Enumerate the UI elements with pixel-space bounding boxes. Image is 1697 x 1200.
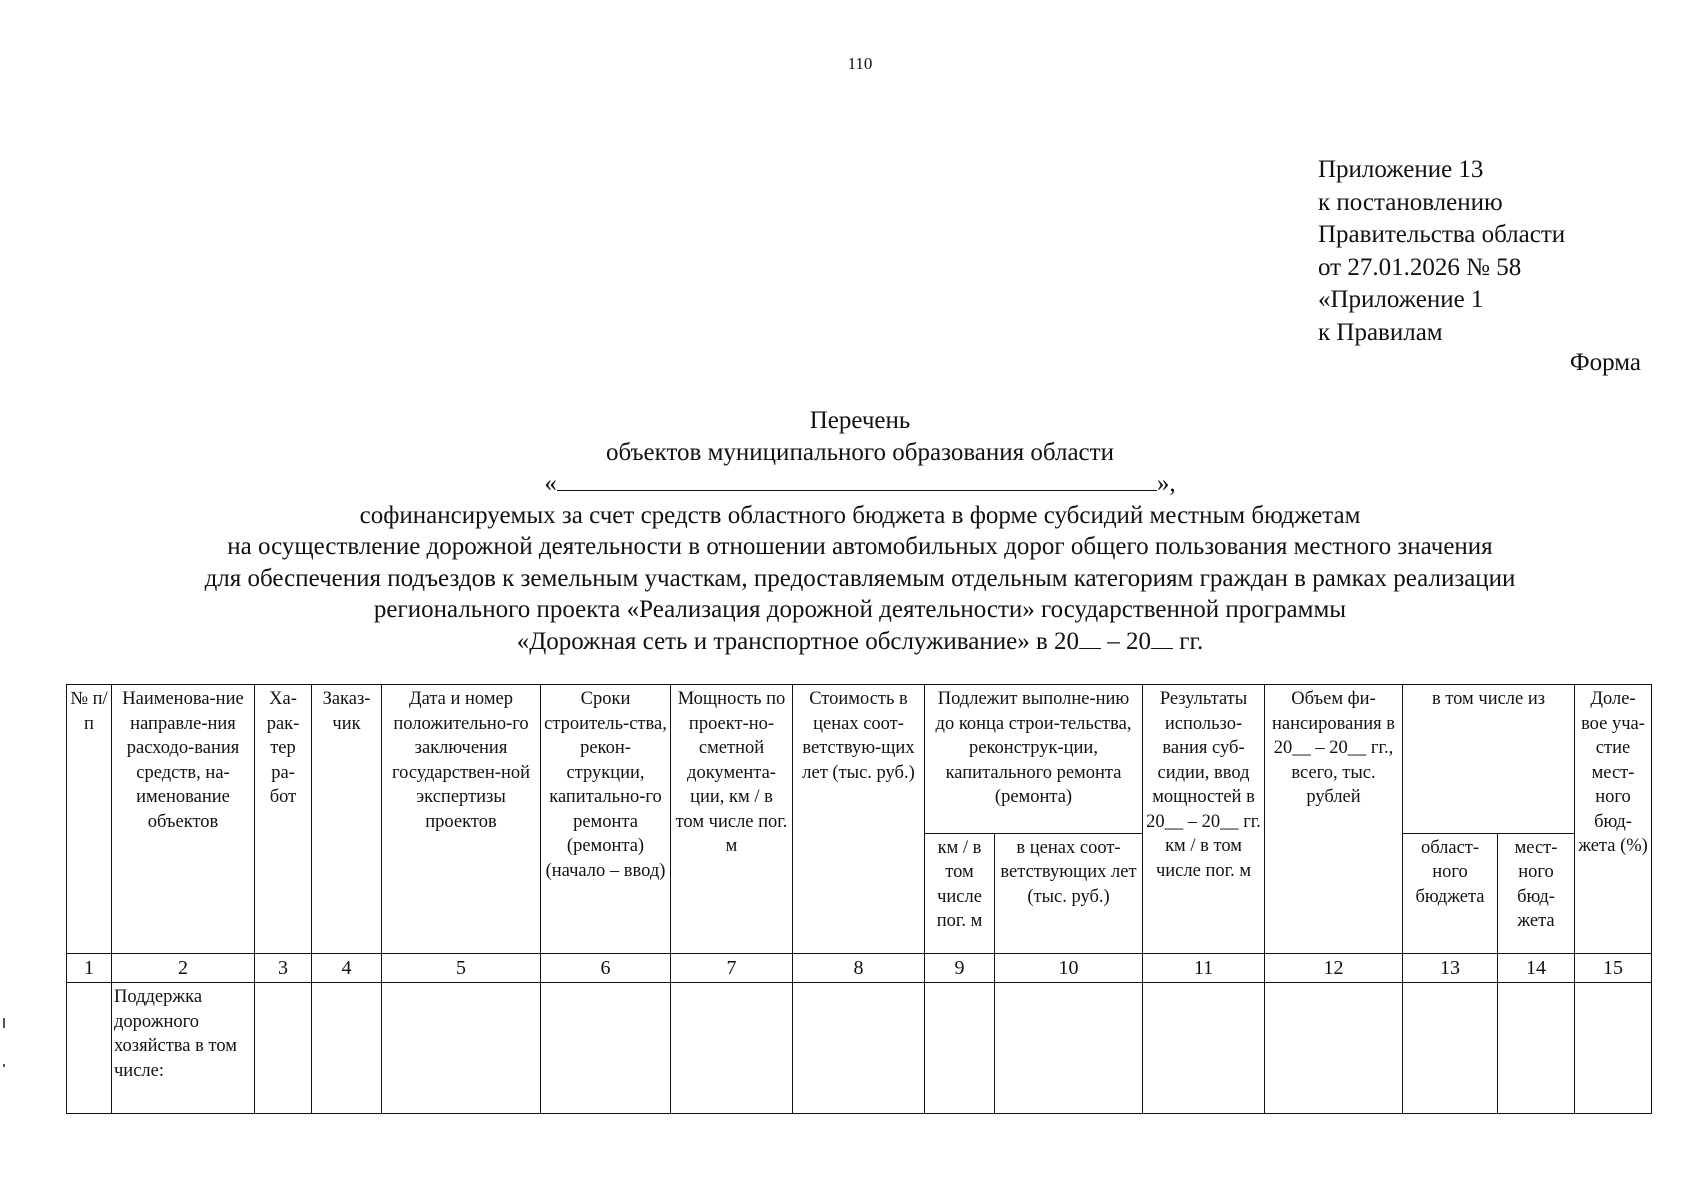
column-number: 14 bbox=[1498, 954, 1575, 983]
appendix-line: к постановлению bbox=[1318, 188, 1503, 216]
appendix-line: от 27.01.2026 № 58 bbox=[1318, 253, 1522, 281]
appendix-line: «Приложение 1 bbox=[1318, 286, 1484, 313]
column-number: 12 bbox=[1265, 954, 1403, 983]
header-cell-capacity: Мощность по проект-но-сметной документа-ции, км / в том числе пог. м bbox=[671, 685, 793, 954]
header-cell-km: км / в том числе пог. м bbox=[925, 833, 995, 953]
title-line-6: регионального проекта «Реализация дорожной деятельности» государственной программы bbox=[373, 596, 1347, 623]
table-cell-object-name: Поддержка дорожного хозяйства в том числе: bbox=[112, 983, 255, 1114]
quote-open: « bbox=[544, 470, 557, 497]
appendix-line: к Правилам bbox=[1318, 318, 1443, 346]
column-number: 5 bbox=[382, 954, 541, 983]
scan-mark bbox=[3, 1064, 5, 1067]
page-number: 110 bbox=[847, 54, 873, 73]
form-label: Форма bbox=[1569, 349, 1641, 376]
table-cell bbox=[382, 983, 541, 1114]
year-end-blank bbox=[1151, 628, 1173, 649]
table-row bbox=[67, 983, 1652, 1114]
column-number: 7 bbox=[671, 954, 793, 983]
header-cell-share: Доле-вое уча-стие мест-ного бюд-жета (%) bbox=[1575, 685, 1652, 954]
header-cell-number: № п/п bbox=[67, 685, 112, 954]
table-cell bbox=[312, 983, 382, 1114]
title-line-4: на осуществление дорожной деятельности в отношении автомобильных дорог общего пользования местного значения bbox=[227, 533, 1493, 560]
table-cell bbox=[541, 983, 671, 1114]
column-number: 6 bbox=[541, 954, 671, 983]
quote-close: », bbox=[1156, 470, 1176, 497]
header-cell-timeline: Сроки строитель-ства, рекон-струкции, капитально-го ремонта (ремонта) (начало – ввод) bbox=[541, 685, 671, 954]
table-cell bbox=[671, 983, 793, 1114]
table-header-row bbox=[67, 685, 1652, 834]
column-number: 9 bbox=[925, 954, 995, 983]
title-heading: Перечень bbox=[809, 407, 911, 434]
title-line-7-mid: – 20 bbox=[1101, 627, 1152, 655]
title-line-7-start: «Дорожная сеть и транспортное обслуживание» в 20 bbox=[516, 627, 1080, 655]
year-start-blank bbox=[1079, 628, 1101, 649]
appendix-line: Приложение 13 bbox=[1318, 156, 1484, 183]
municipality-blank bbox=[557, 468, 1157, 491]
header-cell-regional-budget: област-ного бюджета bbox=[1403, 833, 1498, 953]
appendix-line: Правительства области bbox=[1318, 221, 1566, 248]
column-number: 3 bbox=[255, 954, 312, 983]
column-number: 15 bbox=[1575, 954, 1652, 983]
column-number: 4 bbox=[312, 954, 382, 983]
column-number-row bbox=[67, 954, 1652, 983]
table-cell bbox=[1498, 983, 1575, 1114]
header-cell-customer: Заказ-чик bbox=[312, 685, 382, 954]
header-cell-results: Результаты использо-вания суб-сидии, ввод мощностей в 20__ – 20__ гг. км / в том числе пог. м bbox=[1143, 685, 1265, 954]
table-cell bbox=[1575, 983, 1652, 1114]
table-cell bbox=[67, 983, 112, 1114]
column-number: 8 bbox=[793, 954, 925, 983]
column-number: 11 bbox=[1143, 954, 1265, 983]
title-line-municipality bbox=[0, 468, 1697, 500]
column-number: 1 bbox=[67, 954, 112, 983]
table-cell bbox=[925, 983, 995, 1114]
header-cell-local-budget: мест-ного бюд-жета bbox=[1498, 833, 1575, 953]
title-line-3: софинансируемых за счет средств областного бюджета в форме субсидий местным бюджетам bbox=[359, 501, 1361, 529]
table-cell bbox=[995, 983, 1143, 1114]
header-cell-financing: Объем фи-нансирования в 20__ – 20__ гг., всего, тыс. рублей bbox=[1265, 685, 1403, 954]
table-cell bbox=[255, 983, 312, 1114]
title-line-5: для обеспечения подъездов к земельным участкам, предоставляемым отдельным категориям граждан в рамках реализации bbox=[204, 564, 1516, 592]
objects-table bbox=[66, 684, 1652, 1114]
column-number: 13 bbox=[1403, 954, 1498, 983]
header-cell-name: Наименова-ние направле-ния расходо-вания средств, на-именование объектов bbox=[112, 685, 255, 954]
table-cell bbox=[793, 983, 925, 1114]
column-number: 2 bbox=[112, 954, 255, 983]
header-cell-expertise: Дата и номер положительно-го заключения государствен-ной экспертизы проектов bbox=[382, 685, 541, 954]
header-cell-cost: Стоимость в ценах соот-ветствую-щих лет (тыс. руб.) bbox=[793, 685, 925, 954]
header-cell-including-group: в том числе из bbox=[1403, 685, 1575, 834]
table-cell bbox=[1143, 983, 1265, 1114]
title-line-1: объектов муниципального образования области bbox=[606, 438, 1114, 466]
table-cell bbox=[1403, 983, 1498, 1114]
header-cell-remaining-group: Подлежит выполне-нию до конца строи-тельства, реконструк-ции, капитального ремонта (ремонта) bbox=[925, 685, 1143, 834]
table-cell bbox=[1265, 983, 1403, 1114]
column-number: 10 bbox=[995, 954, 1143, 983]
document-title bbox=[0, 405, 1697, 657]
scan-mark bbox=[3, 1018, 5, 1028]
header-cell-prices: в ценах соот-ветствующих лет (тыс. руб.) bbox=[995, 833, 1143, 953]
title-line-7 bbox=[0, 626, 1697, 658]
header-cell-work-type: Ха-рак-тер ра-бот bbox=[255, 685, 312, 954]
appendix-block bbox=[1318, 154, 1565, 349]
title-line-7-end: гг. bbox=[1173, 627, 1204, 655]
